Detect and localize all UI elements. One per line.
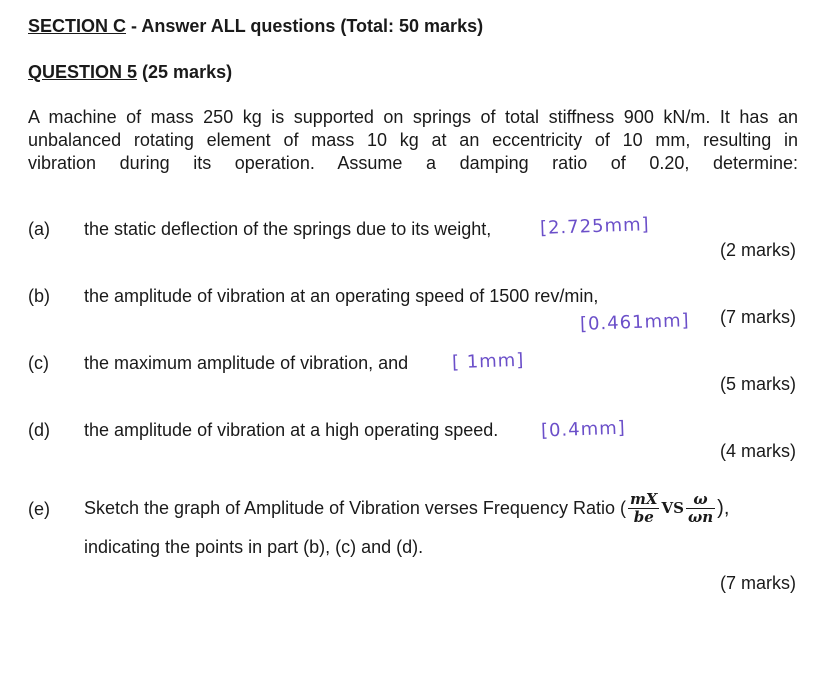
stem-line: vibration during its operation. Assume a damping ratio of 0.20, determine: bbox=[28, 153, 798, 173]
part-b-label: (b) bbox=[28, 286, 50, 306]
fraction-numerator: mX bbox=[629, 489, 658, 508]
fraction-denominator: be bbox=[633, 507, 654, 526]
part-c-marks: (5 marks) bbox=[720, 374, 796, 394]
part-c-label: (c) bbox=[28, 353, 49, 373]
part-c-handwritten-answer: [ 1mm] bbox=[451, 349, 525, 374]
section-heading bbox=[28, 16, 483, 37]
question-code: QUESTION 5 bbox=[28, 62, 138, 82]
part-b-handwritten-answer: [0.461mm] bbox=[579, 310, 690, 335]
part-a-label: (a) bbox=[28, 219, 50, 239]
part-e-marks: (7 marks) bbox=[720, 573, 796, 593]
part-e-text-line bbox=[84, 486, 729, 530]
part-e-label: (e) bbox=[28, 499, 50, 519]
fraction-numerator: ω bbox=[686, 491, 715, 509]
amplitude-ratio-fraction bbox=[628, 491, 660, 526]
question-stem bbox=[28, 106, 798, 175]
part-a-text: the static deflection of the springs due to its weight, bbox=[84, 219, 492, 239]
question-heading bbox=[28, 62, 232, 83]
section-title: - Answer ALL questions (Total: 50 marks) bbox=[126, 16, 484, 36]
fraction-denominator: ωn bbox=[687, 507, 714, 526]
part-d-handwritten-answer: [0.4mm] bbox=[540, 417, 627, 442]
section-code: SECTION C bbox=[28, 16, 127, 36]
part-a-marks: (2 marks) bbox=[720, 240, 796, 260]
part-b-text: the amplitude of vibration at an operating speed of 1500 rev/min, bbox=[84, 286, 599, 306]
stem-line: unbalanced rotating element of mass 10 kg at an eccentricity of 10 mm, resulting in bbox=[28, 130, 798, 150]
part-d-text: the amplitude of vibration at a high operating speed. bbox=[84, 420, 499, 440]
question-marks: (25 marks) bbox=[137, 62, 233, 82]
stem-line: A machine of mass 250 kg is supported on springs of total stiffness 900 kN/m. It has an bbox=[28, 107, 798, 127]
part-d-marks: (4 marks) bbox=[720, 441, 796, 461]
part-e-text: Sketch the graph of Amplitude of Vibration verses Frequency Ratio ( bbox=[84, 497, 626, 518]
closing-paren: ), bbox=[717, 496, 730, 519]
part-c-text: the maximum amplitude of vibration, and bbox=[84, 353, 409, 373]
part-a-handwritten-answer: [2.725mm] bbox=[539, 214, 650, 239]
part-d-label: (d) bbox=[28, 420, 50, 440]
frequency-ratio-fraction bbox=[686, 491, 715, 526]
part-b-marks: (7 marks) bbox=[720, 307, 796, 327]
versus-text: VS bbox=[661, 499, 684, 517]
part-e-text-continued: indicating the points in part (b), (c) and (d). bbox=[84, 537, 424, 557]
